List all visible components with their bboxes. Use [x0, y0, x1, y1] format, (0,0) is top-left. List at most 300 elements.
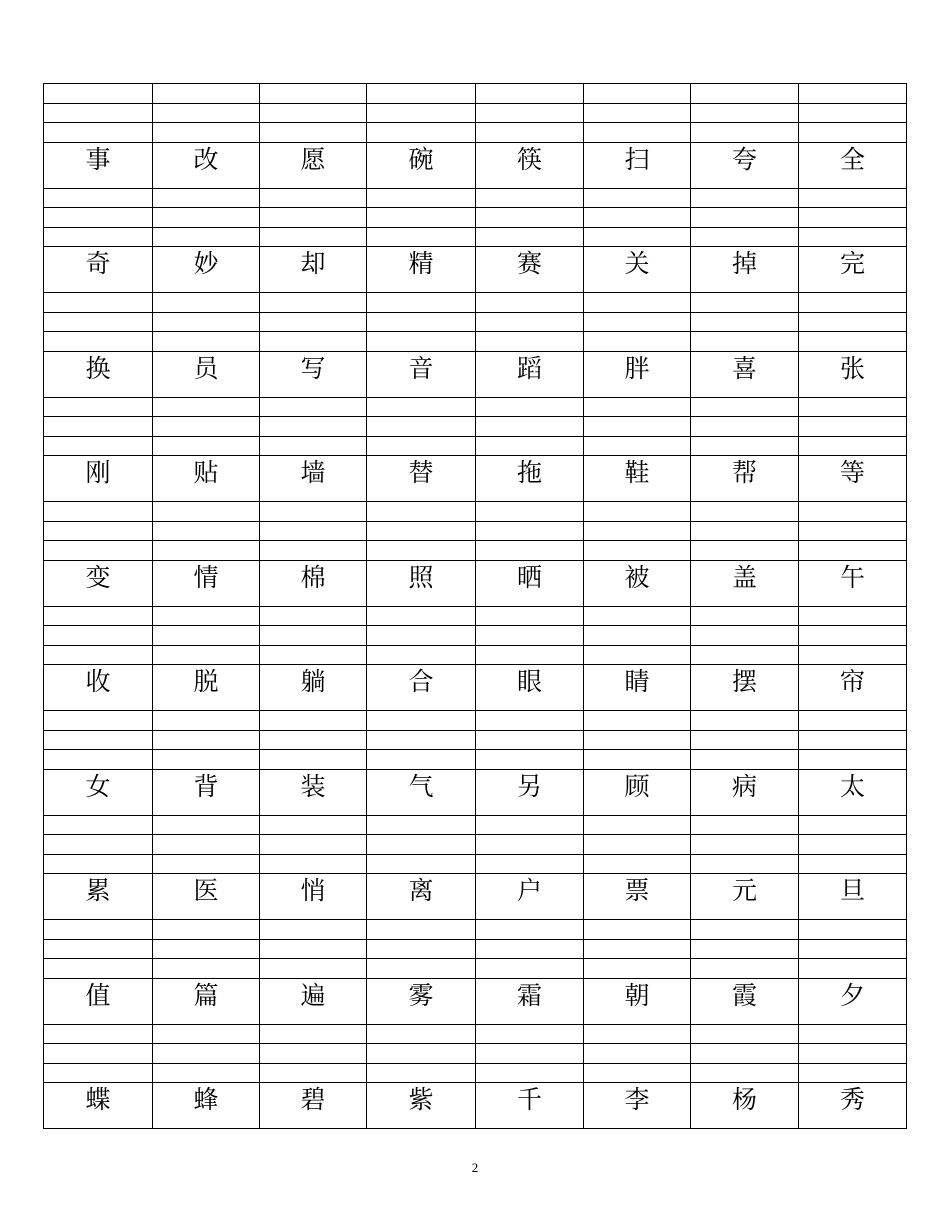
blank-writing-cell [691, 104, 799, 123]
blank-writing-cell [367, 293, 476, 312]
blank-writing-cell [476, 208, 584, 227]
blank-writing-cell [799, 123, 906, 142]
character-cell: 刚 [44, 456, 153, 501]
blank-writing-cell [44, 750, 153, 769]
blank-writing-cell [153, 940, 260, 959]
character-cell: 碗 [367, 143, 476, 188]
blank-writing-cell [44, 626, 153, 645]
blank-writing-cell [260, 437, 367, 456]
blank-writing-cell [476, 332, 584, 351]
blank-writing-cell [584, 417, 691, 436]
practice-block [44, 607, 906, 712]
practice-block [44, 398, 906, 503]
blank-writing-cell [153, 1064, 260, 1083]
blank-writing-cell [691, 1044, 799, 1063]
character-cell: 关 [584, 247, 691, 292]
blank-writing-cell [153, 189, 260, 208]
blank-writing-cell [153, 920, 260, 939]
blank-writing-cell [691, 313, 799, 332]
blank-writing-cell [367, 816, 476, 835]
blank-writing-cell [260, 855, 367, 874]
character-row [44, 561, 906, 607]
character-row [44, 456, 906, 502]
blank-writing-cell [799, 228, 906, 247]
blank-writing-cell [44, 541, 153, 560]
blank-writing-row [44, 208, 906, 228]
blank-writing-cell [44, 398, 153, 417]
blank-writing-cell [367, 940, 476, 959]
blank-writing-cell [799, 417, 906, 436]
blank-writing-cell [367, 626, 476, 645]
blank-writing-cell [260, 189, 367, 208]
blank-writing-cell [799, 398, 906, 417]
blank-writing-cell [476, 104, 584, 123]
blank-writing-cell [367, 750, 476, 769]
blank-writing-cell [153, 607, 260, 626]
blank-writing-cell [476, 84, 584, 103]
character-cell: 喜 [691, 352, 799, 397]
blank-writing-cell [799, 104, 906, 123]
blank-writing-cell [691, 84, 799, 103]
blank-writing-cell [476, 1064, 584, 1083]
blank-writing-cell [367, 1064, 476, 1083]
character-cell: 棉 [260, 561, 367, 606]
blank-writing-cell [584, 1025, 691, 1044]
blank-writing-row [44, 313, 906, 333]
blank-writing-cell [476, 417, 584, 436]
character-cell: 值 [44, 979, 153, 1024]
blank-writing-cell [584, 313, 691, 332]
blank-writing-cell [476, 313, 584, 332]
character-cell: 蝶 [44, 1083, 153, 1128]
blank-writing-cell [584, 835, 691, 854]
blank-writing-cell [584, 502, 691, 521]
blank-writing-cell [476, 1044, 584, 1063]
blank-writing-cell [260, 228, 367, 247]
blank-writing-cell [44, 607, 153, 626]
blank-writing-row [44, 855, 906, 875]
character-cell: 员 [153, 352, 260, 397]
blank-writing-cell [691, 228, 799, 247]
blank-writing-cell [260, 208, 367, 227]
character-cell: 精 [367, 247, 476, 292]
character-cell: 装 [260, 770, 367, 815]
blank-writing-cell [584, 293, 691, 312]
practice-block [44, 502, 906, 607]
blank-writing-cell [691, 398, 799, 417]
blank-writing-cell [153, 208, 260, 227]
blank-writing-row [44, 959, 906, 979]
blank-writing-cell [799, 189, 906, 208]
character-cell: 霜 [476, 979, 584, 1024]
blank-writing-cell [691, 646, 799, 665]
character-cell: 愿 [260, 143, 367, 188]
blank-writing-cell [799, 208, 906, 227]
blank-writing-cell [799, 920, 906, 939]
character-cell: 写 [260, 352, 367, 397]
character-cell: 换 [44, 352, 153, 397]
blank-writing-cell [691, 626, 799, 645]
character-cell: 夕 [839, 980, 865, 1010]
blank-writing-cell [799, 293, 906, 312]
character-cell: 改 [153, 143, 260, 188]
blank-writing-cell [260, 104, 367, 123]
character-cell: 照 [367, 561, 476, 606]
character-row [44, 979, 906, 1025]
blank-writing-cell [367, 208, 476, 227]
blank-writing-cell [367, 84, 476, 103]
blank-writing-cell [691, 502, 799, 521]
blank-writing-cell [799, 541, 906, 560]
character-cell: 夸 [691, 143, 799, 188]
blank-writing-cell [260, 84, 367, 103]
blank-writing-row [44, 437, 906, 457]
blank-writing-cell [691, 522, 799, 541]
character-cell: 摆 [691, 665, 799, 710]
blank-writing-cell [367, 437, 476, 456]
character-cell: 收 [44, 665, 153, 710]
blank-writing-cell [691, 1064, 799, 1083]
blank-writing-cell [260, 1064, 367, 1083]
blank-writing-cell [367, 646, 476, 665]
blank-writing-cell [584, 1044, 691, 1063]
character-cell: 离 [367, 874, 476, 919]
blank-writing-cell [584, 189, 691, 208]
blank-writing-cell [476, 711, 584, 730]
character-cell: 事 [44, 143, 153, 188]
blank-writing-cell [44, 1064, 153, 1083]
character-row [44, 665, 906, 711]
blank-writing-cell [691, 437, 799, 456]
character-cell: 太 [839, 771, 865, 801]
blank-writing-cell [44, 1025, 153, 1044]
character-cell: 妙 [153, 247, 260, 292]
blank-writing-cell [476, 607, 584, 626]
blank-writing-cell [260, 646, 367, 665]
blank-writing-cell [799, 522, 906, 541]
character-cell: 元 [691, 874, 799, 919]
blank-writing-cell [44, 920, 153, 939]
blank-writing-cell [691, 332, 799, 351]
character-cell: 秀 [839, 1085, 865, 1114]
blank-writing-cell [153, 1044, 260, 1063]
blank-writing-cell [799, 731, 906, 750]
blank-writing-cell [584, 84, 691, 103]
blank-writing-cell [584, 750, 691, 769]
blank-writing-cell [476, 1025, 584, 1044]
blank-writing-cell [367, 398, 476, 417]
character-cell: 医 [153, 874, 260, 919]
blank-writing-row [44, 228, 906, 248]
blank-writing-cell [476, 626, 584, 645]
blank-writing-row [44, 920, 906, 940]
blank-writing-cell [691, 750, 799, 769]
character-cell: 等 [839, 458, 865, 487]
blank-writing-cell [260, 711, 367, 730]
blank-writing-cell [367, 189, 476, 208]
blank-writing-row [44, 522, 906, 542]
blank-writing-cell [691, 293, 799, 312]
practice-block [44, 920, 906, 1025]
blank-writing-cell [260, 541, 367, 560]
character-cell: 变 [44, 561, 153, 606]
blank-writing-cell [260, 522, 367, 541]
character-row [44, 1083, 906, 1128]
character-cell: 贴 [153, 456, 260, 501]
blank-writing-cell [260, 1025, 367, 1044]
character-row [44, 770, 906, 816]
blank-writing-row [44, 293, 906, 313]
character-cell: 女 [44, 770, 153, 815]
character-cell: 蜂 [153, 1083, 260, 1128]
blank-writing-cell [44, 293, 153, 312]
blank-writing-cell [584, 920, 691, 939]
character-cell: 赛 [476, 247, 584, 292]
blank-writing-cell [584, 711, 691, 730]
blank-writing-cell [584, 959, 691, 978]
character-cell: 音 [367, 352, 476, 397]
blank-writing-cell [44, 208, 153, 227]
blank-writing-cell [691, 541, 799, 560]
character-cell: 脱 [153, 665, 260, 710]
character-cell: 奇 [44, 247, 153, 292]
character-cell: 睛 [584, 665, 691, 710]
blank-writing-cell [44, 313, 153, 332]
blank-writing-cell [691, 835, 799, 854]
blank-writing-cell [799, 940, 906, 959]
blank-writing-cell [367, 228, 476, 247]
blank-writing-cell [476, 646, 584, 665]
character-row [44, 247, 906, 293]
blank-writing-cell [260, 1044, 367, 1063]
blank-writing-cell [476, 189, 584, 208]
blank-writing-cell [153, 104, 260, 123]
blank-writing-cell [476, 541, 584, 560]
blank-writing-cell [44, 1044, 153, 1063]
blank-writing-cell [260, 293, 367, 312]
character-cell: 眼 [476, 665, 584, 710]
character-cell: 拖 [476, 456, 584, 501]
blank-writing-cell [153, 293, 260, 312]
blank-writing-cell [260, 607, 367, 626]
character-cell: 紫 [367, 1083, 476, 1128]
blank-writing-cell [367, 855, 476, 874]
blank-writing-cell [44, 959, 153, 978]
character-cell: 掉 [691, 247, 799, 292]
blank-writing-cell [476, 398, 584, 417]
character-cell: 被 [584, 561, 691, 606]
blank-writing-cell [367, 959, 476, 978]
blank-writing-cell [476, 855, 584, 874]
blank-writing-cell [584, 398, 691, 417]
blank-writing-cell [153, 398, 260, 417]
blank-writing-cell [44, 228, 153, 247]
character-cell: 碧 [260, 1083, 367, 1128]
blank-writing-cell [799, 711, 906, 730]
blank-writing-cell [584, 123, 691, 142]
blank-writing-cell [367, 313, 476, 332]
blank-writing-cell [799, 1064, 906, 1083]
character-cell: 气 [367, 770, 476, 815]
blank-writing-cell [799, 313, 906, 332]
blank-writing-row [44, 750, 906, 770]
practice-block [44, 189, 906, 294]
blank-writing-cell [799, 437, 906, 456]
blank-writing-cell [44, 123, 153, 142]
blank-writing-cell [799, 502, 906, 521]
blank-writing-row [44, 816, 906, 836]
blank-writing-row [44, 626, 906, 646]
blank-writing-cell [367, 541, 476, 560]
blank-writing-cell [153, 417, 260, 436]
practice-block [44, 293, 906, 398]
character-practice-grid [43, 83, 907, 1129]
blank-writing-cell [153, 711, 260, 730]
character-cell: 朝 [584, 979, 691, 1024]
blank-writing-cell [44, 711, 153, 730]
blank-writing-cell [691, 1025, 799, 1044]
blank-writing-cell [799, 835, 906, 854]
blank-writing-cell [367, 332, 476, 351]
blank-writing-cell [153, 502, 260, 521]
character-cell: 户 [476, 874, 584, 919]
blank-writing-cell [476, 959, 584, 978]
blank-writing-row [44, 711, 906, 731]
blank-writing-cell [584, 522, 691, 541]
blank-writing-cell [799, 84, 906, 103]
character-row [44, 874, 906, 920]
blank-writing-cell [260, 313, 367, 332]
blank-writing-cell [153, 959, 260, 978]
character-cell: 盖 [691, 561, 799, 606]
blank-writing-cell [260, 332, 367, 351]
character-cell: 杨 [691, 1083, 799, 1128]
blank-writing-cell [691, 940, 799, 959]
blank-writing-cell [367, 123, 476, 142]
blank-writing-cell [584, 332, 691, 351]
blank-writing-row [44, 607, 906, 627]
blank-writing-cell [691, 208, 799, 227]
page-number: 2 [471, 1160, 479, 1175]
character-cell: 合 [367, 665, 476, 710]
blank-writing-row [44, 940, 906, 960]
blank-writing-row [44, 1025, 906, 1045]
blank-writing-cell [799, 332, 906, 351]
blank-writing-cell [584, 541, 691, 560]
blank-writing-cell [799, 646, 906, 665]
blank-writing-cell [44, 332, 153, 351]
blank-writing-cell [260, 835, 367, 854]
blank-writing-row [44, 541, 906, 561]
character-cell: 背 [153, 770, 260, 815]
character-cell: 墙 [260, 456, 367, 501]
blank-writing-cell [367, 731, 476, 750]
blank-writing-cell [367, 1025, 476, 1044]
blank-writing-cell [260, 123, 367, 142]
blank-writing-row [44, 417, 906, 437]
character-cell: 午 [839, 562, 865, 592]
character-cell: 全 [839, 144, 865, 174]
blank-writing-row [44, 84, 906, 104]
blank-writing-cell [367, 711, 476, 730]
character-row [44, 143, 906, 189]
character-cell: 累 [44, 874, 153, 919]
blank-writing-cell [584, 437, 691, 456]
character-cell: 张 [839, 353, 865, 383]
blank-writing-cell [260, 502, 367, 521]
blank-writing-cell [476, 522, 584, 541]
blank-writing-cell [153, 522, 260, 541]
blank-writing-cell [691, 417, 799, 436]
character-cell: 帘 [839, 667, 865, 696]
practice-block [44, 711, 906, 816]
blank-writing-cell [799, 626, 906, 645]
blank-writing-cell [799, 959, 906, 978]
blank-writing-cell [691, 123, 799, 142]
character-cell: 票 [584, 874, 691, 919]
blank-writing-cell [44, 104, 153, 123]
character-cell: 替 [367, 456, 476, 501]
blank-writing-row [44, 398, 906, 418]
blank-writing-cell [44, 731, 153, 750]
blank-writing-cell [799, 855, 906, 874]
blank-writing-cell [153, 626, 260, 645]
blank-writing-row [44, 104, 906, 124]
blank-writing-cell [260, 417, 367, 436]
blank-writing-cell [476, 228, 584, 247]
blank-writing-cell [799, 607, 906, 626]
blank-writing-cell [476, 835, 584, 854]
blank-writing-cell [153, 816, 260, 835]
blank-writing-cell [153, 855, 260, 874]
blank-writing-row [44, 189, 906, 209]
blank-writing-cell [153, 646, 260, 665]
blank-writing-cell [153, 332, 260, 351]
blank-writing-cell [476, 293, 584, 312]
blank-writing-cell [367, 607, 476, 626]
blank-writing-cell [153, 313, 260, 332]
practice-block [44, 84, 906, 189]
blank-writing-cell [367, 835, 476, 854]
blank-writing-cell [44, 437, 153, 456]
blank-writing-cell [260, 816, 367, 835]
character-cell: 悄 [260, 874, 367, 919]
blank-writing-cell [44, 189, 153, 208]
blank-writing-cell [44, 522, 153, 541]
character-cell: 顾 [584, 770, 691, 815]
blank-writing-cell [44, 816, 153, 835]
blank-writing-cell [584, 208, 691, 227]
blank-writing-cell [584, 731, 691, 750]
blank-writing-cell [799, 750, 906, 769]
practice-block [44, 816, 906, 921]
blank-writing-cell [44, 84, 153, 103]
character-cell: 旦 [839, 876, 865, 905]
blank-writing-cell [367, 417, 476, 436]
blank-writing-cell [584, 646, 691, 665]
blank-writing-cell [367, 522, 476, 541]
blank-writing-cell [153, 84, 260, 103]
blank-writing-cell [691, 959, 799, 978]
character-cell: 遍 [260, 979, 367, 1024]
blank-writing-cell [153, 123, 260, 142]
blank-writing-cell [153, 835, 260, 854]
blank-writing-cell [799, 1025, 906, 1044]
blank-writing-row [44, 502, 906, 522]
blank-writing-cell [367, 920, 476, 939]
blank-writing-cell [691, 607, 799, 626]
character-cell: 情 [153, 561, 260, 606]
